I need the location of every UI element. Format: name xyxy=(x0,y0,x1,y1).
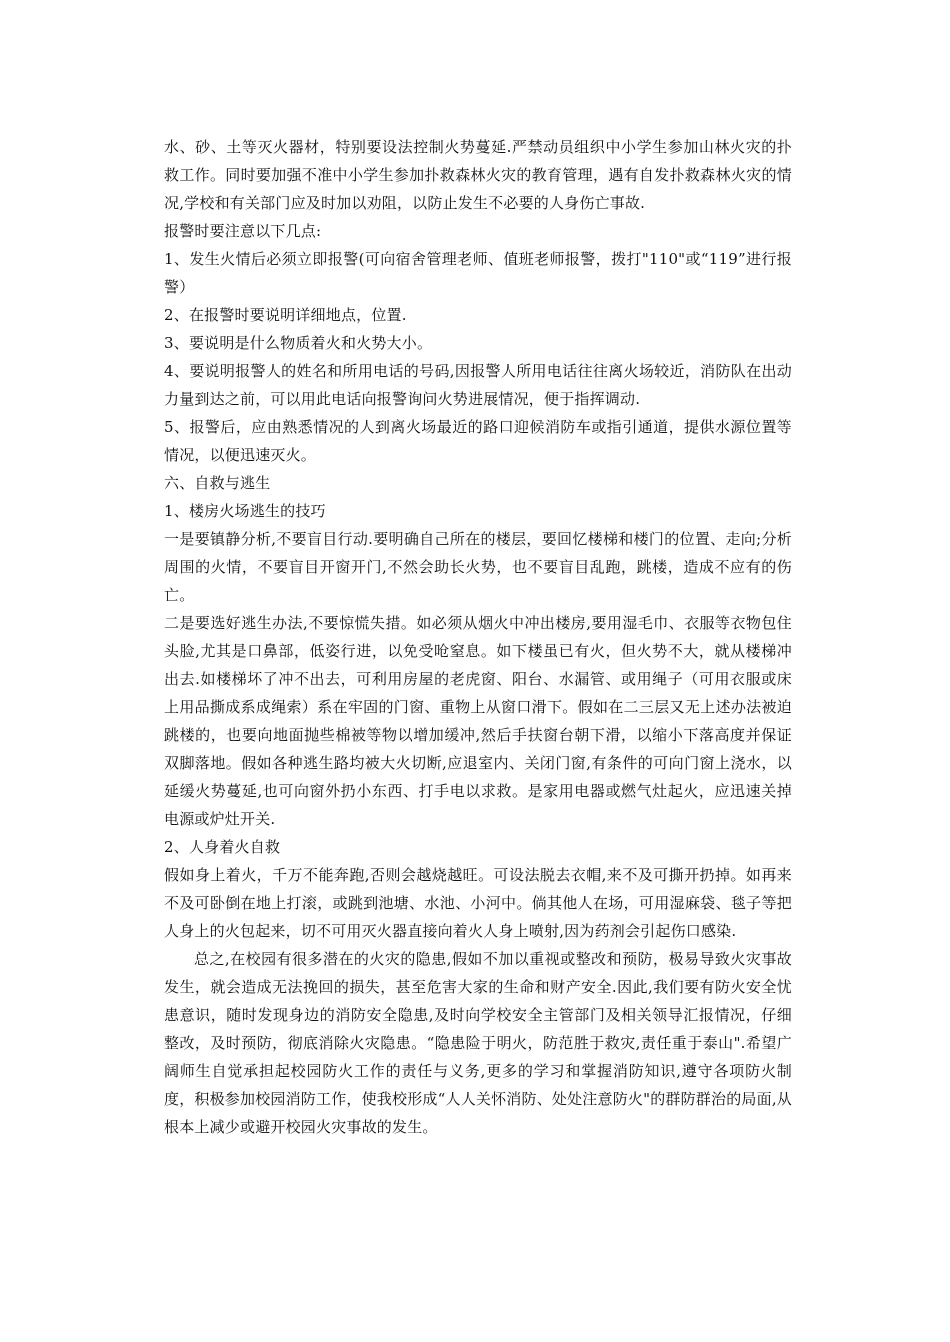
paragraph-alarm-item-5: 5、报警后，应由熟悉情况的人到离火场最近的路口迎候消防车或指引通道，提供水源位置等情况，以便迅速灭火。 xyxy=(164,418,792,464)
paragraph-intro: 水、砂、土等灭火器材，特别要设法控制火势蔓延.严禁动员组织中小学生参加山林火灾的扑救工作。同时要加强不准中小学生参加扑救森林火灾的教育管理，遇有自发扑救森林火灾的情况,学校和有关部门应及时加以劝阻，以防止发生不必要的人身伤亡事故. xyxy=(164,138,792,212)
paragraph-body-fire: 假如身上着火，千万不能奔跑,否则会越烧越旺。可设法脱去衣帽,来不及可撕开扔掉。如再来不及可卧倒在地上打滚，或跳到池塘、水池、小河中。倘其他人在场，可用湿麻袋、毯子等把人身上的火包起来，切不可用灭火器直接向着火人身上喷射,因为药剂会引起伤口感染. xyxy=(164,866,792,940)
paragraph-alarm-item-1: 1、发生火情后必须立即报警(可向宿舍管理老师、值班老师报警，拨打"110"或“119”进行报警） xyxy=(164,250,792,296)
subsection-heading-body-fire: 2、人身着火自救 xyxy=(164,838,281,856)
paragraph-alarm-heading: 报警时要注意以下几点: xyxy=(164,222,322,240)
paragraph-escape-method: 二是要选好逃生办法,不要惊慌失措。如必须从烟火中冲出楼房,要用湿毛巾、衣服等衣物包住头脸,尤其是口鼻部，低姿行进，以免受呛窒息。如下楼虽已有火，但火势不大，就从楼梯冲出去.如楼梯坏了冲不出去，可利用房屋的老虎窗、阳台、水漏管、或用绳子（可用衣服或床上用品撕成系成绳索）系在牢固的门窗、重物上从窗口滑下。假如在二三层又无上述办法被迫跳楼的，也要向地面抛些棉被等物以增加缓冲,然后手扶窗台朝下滑，以缩小下落高度并保证双脚落地。假如各种逃生路均被大火切断,应退室内、关闭门窗,有条件的可向门窗上浇水，以延缓火势蔓延,也可向窗外扔小东西、打手电以求救。是家用电器或燃气灶起火，应迅速关掉电源或炉灶开关. xyxy=(164,614,792,828)
paragraph-escape-calm: 一是要镇静分析,不要盲目行动.要明确自己所在的楼层，要回忆楼梯和楼门的位置、走向;分析周围的火情，不要盲目开窗开门,不然会助长火势，也不要盲目乱跑，跳楼，造成不应有的伤亡。 xyxy=(164,530,792,604)
section-heading-self-rescue: 六、自救与逃生 xyxy=(164,474,271,492)
paragraph-conclusion: 总之,在校园有很多潜在的火灾的隐患,假如不加以重视或整改和预防，极易导致火灾事故发生，就会造成无法挽回的损失，甚至危害大家的生命和财产安全.因此,我们要有防火安全忧患意识，随时发现身边的消防安全隐患,及时向学校安全主管部门及相关领导汇报情况，仔细整改，及时预防，彻底消除火灾隐患。“隐患险于明火，防范胜于救灾,责任重于泰山".希望广阔师生自觉承担起校园防火工作的责任与义务,更多的学习和掌握消防知识,遵守各项防火制度，积极参加校园消防工作，使我校形成“人人关怀消防、处处注意防火"的群防群治的局面,从根本上减少或避开校园火灾事故的发生。 xyxy=(164,950,792,1136)
subsection-heading-building-escape: 1、楼房火场逃生的技巧 xyxy=(164,502,326,520)
document-page xyxy=(164,133,792,1141)
paragraph-alarm-item-2: 2、在报警时要说明详细地点，位置. xyxy=(164,306,407,324)
paragraph-alarm-item-3: 3、要说明是什么物质着火和火势大小。 xyxy=(164,334,433,352)
paragraph-alarm-item-4: 4、要说明报警人的姓名和所用电话的号码,因报警人所用电话往往离火场较近，消防队在出动力量到达之前，可以用此电话向报警询问火势进展情况，便于指挥调动. xyxy=(164,362,792,408)
